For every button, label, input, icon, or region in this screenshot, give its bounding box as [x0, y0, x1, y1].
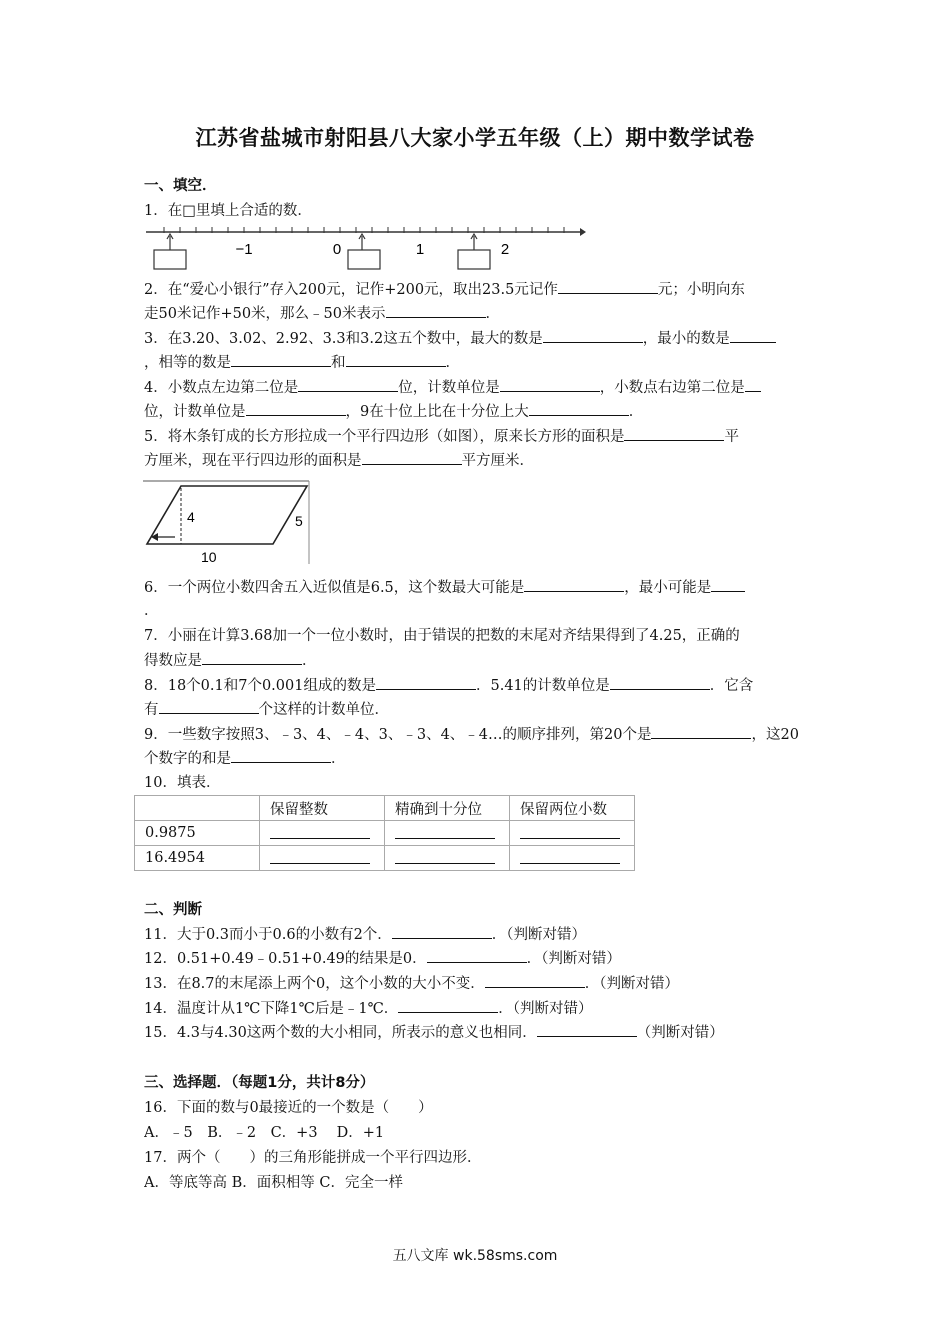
section-heading-judge: 二、判断: [144, 902, 202, 918]
question-7-line-2: 得数应是 ．: [144, 648, 808, 673]
table-header-cell: 保留两位小数: [510, 796, 635, 821]
choice-question-16: 16．下面的数与0最接近的一个数是（ ）: [144, 1100, 433, 1116]
question-5-line-1: 5．将木条钉成的长方形拉成一个平行四边形（如图），原来长方形的面积是 平: [144, 424, 808, 449]
table-answer-cell: [260, 821, 385, 846]
judge-question-15: 15．4.3与4.30这两个数的大小相同，所表示的意义也相同． （判断对错）: [144, 1020, 808, 1045]
choice-question-17: 17．两个（ ）的三角形能拼成一个平行四边形．: [144, 1150, 482, 1166]
question-2-line-1: 2．在“爱心小银行”存入200元，记作+200元，取出23.5元记作 元；小明向东: [144, 277, 808, 302]
table-answer-cell: [510, 821, 635, 846]
table-header-cell: 精确到十分位: [385, 796, 510, 821]
base-label: 10: [201, 549, 217, 565]
question-4-line-2: 位，计数单位是 ，9在十位上比在十分位上大 ．: [144, 399, 808, 424]
table-header-cell: 保留整数: [260, 796, 385, 821]
question-3-line-1: 3．在3.20、3.02、2.92、3.3和3.2这五个数中，最大的数是 ，最小的数是: [144, 326, 808, 351]
question-3-line-2: ，相等的数是 和 ．: [144, 350, 808, 375]
table-row-label: 16.4954: [135, 846, 260, 871]
judge-question-11: 11．大于0.3而小于0.6的小数有2个． ．（判断对错）: [144, 922, 808, 947]
height-label: 4: [187, 509, 195, 525]
choice-options-16: A．﹣5 B．﹣2 C．+3 D．+1: [144, 1125, 385, 1141]
table-answer-cell: [385, 821, 510, 846]
table-header-row: [135, 796, 635, 821]
question-9-line-2: 个数字的和是 ．: [144, 746, 808, 771]
choice-options-17: A．等底等高 B．面积相等 C．完全一样: [144, 1175, 403, 1191]
question-2-line-2: 走50米记作+50米，那么﹣50米表示 ．: [144, 301, 808, 326]
tick-label-1: 1: [415, 241, 425, 258]
page-title: 江苏省盐城市射阳县八大家小学五年级（上）期中数学试卷: [195, 126, 755, 150]
question-6-line-2: ．: [144, 603, 159, 619]
judge-question-13: 13．在8.7的末尾添上两个0，这个小数的大小不变． ．（判断对错）: [144, 971, 808, 996]
number-line-figure: [144, 224, 586, 274]
tick-label-2: 2: [500, 241, 510, 258]
answer-box-1: [154, 250, 186, 269]
table-header-cell: [135, 796, 260, 821]
table-row-label: 0.9875: [135, 821, 260, 846]
question-4-line-1: 4．小数点左边第二位是 位，计数单位是 ，小数点右边第二位是: [144, 375, 808, 400]
table-answer-cell: [510, 846, 635, 871]
question-8-line-2: 有 个这样的计数单位．: [144, 697, 808, 722]
answer-box-3: [458, 250, 490, 269]
section-heading-choice: 三、选择题．（每题1分，共计8分）: [144, 1075, 375, 1091]
tick-label-0: 0: [332, 241, 342, 258]
tick-label-neg1: −1: [235, 241, 253, 258]
question-7-line-1: 7．小丽在计算3.68加一个一位小数时，由于错误的把数的末尾对齐结果得到了4.25，正确的: [144, 628, 740, 644]
side-label: 5: [295, 513, 303, 529]
table-row: [135, 821, 635, 846]
parallelogram-shape: [147, 486, 307, 544]
footer-watermark: 五八文库 wk.58sms.com: [392, 1248, 558, 1264]
question-9-line-1: 9．一些数字按照3、﹣3、4、﹣4、3、﹣3、4、﹣4…的顺序排列，第20个是 ，这20: [144, 722, 808, 747]
section-heading-fill-blank: 一、填空．: [144, 178, 217, 194]
question-6-line-1: 6．一个两位小数四舍五入近似值是6.5，这个数最大可能是 ，最小可能是: [144, 575, 808, 600]
question-10: 10．填表．: [144, 775, 221, 791]
question-8-line-1: 8．18个0.1和7个0.001组成的数是 ．5.41的计数单位是 ．它含: [144, 673, 808, 698]
answer-box-2: [348, 250, 380, 269]
rounding-table: [134, 795, 635, 871]
table-answer-cell: [385, 846, 510, 871]
parallelogram-figure: [143, 480, 311, 566]
question-5-line-2: 方厘米，现在平行四边形的面积是 平方厘米．: [144, 448, 808, 473]
table-row: [135, 846, 635, 871]
table-answer-cell: [260, 846, 385, 871]
number-line-arrow: [580, 228, 586, 236]
judge-question-12: 12．0.51+0.49﹣0.51+0.49的结果是0． ．（判断对错）: [144, 946, 808, 971]
question-1: 1．在□里填上合适的数．: [144, 203, 312, 219]
judge-question-14: 14．温度计从1℃下降1℃后是﹣1℃． ．（判断对错）: [144, 996, 808, 1021]
